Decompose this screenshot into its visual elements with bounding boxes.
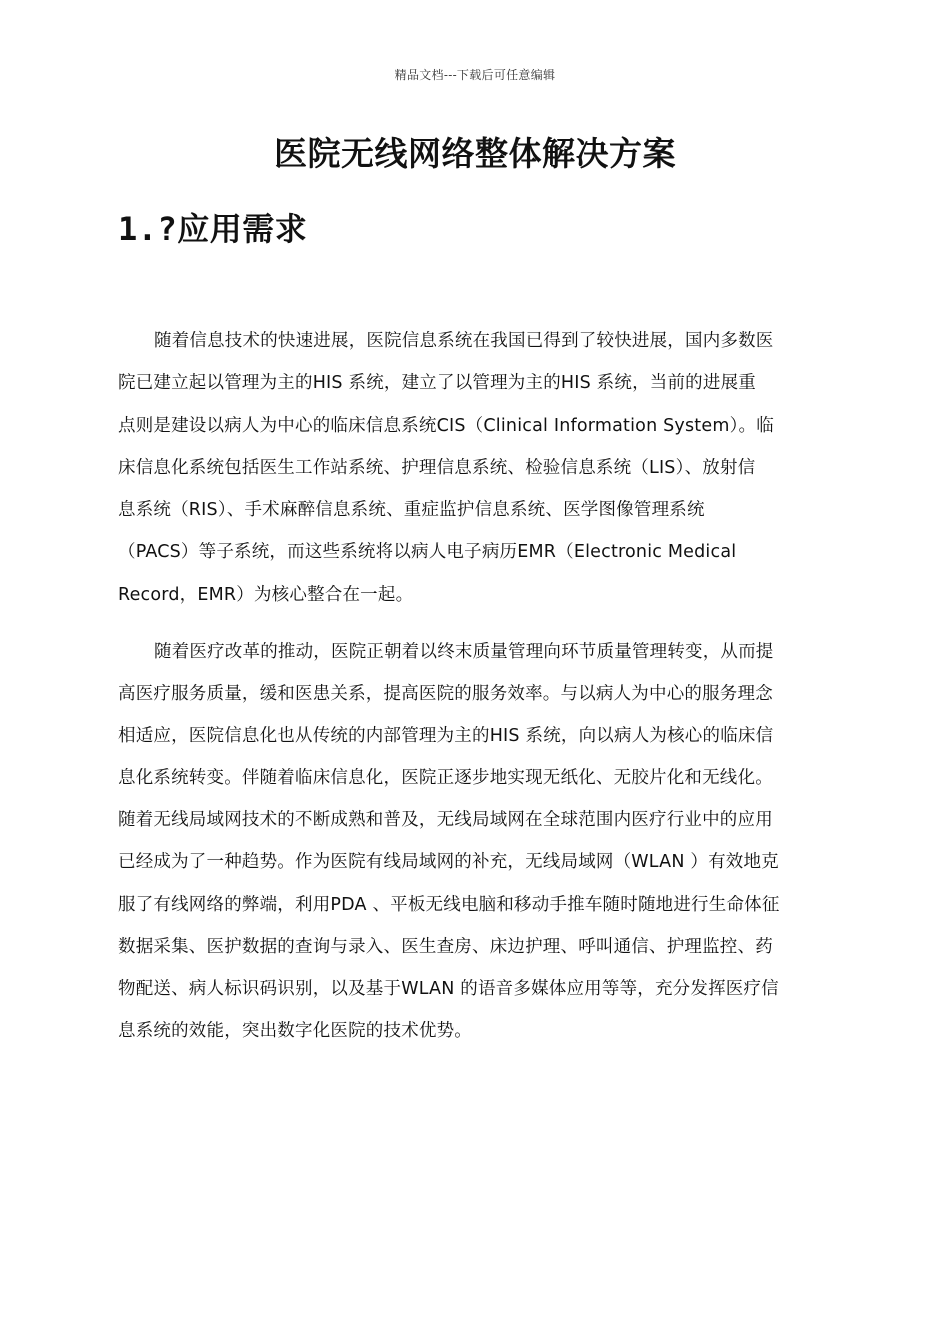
paragraph-line: 息化系统转变。伴随着临床信息化，医院正逐步地实现无纸化、无胶片化和无线化。 bbox=[118, 768, 773, 789]
paragraph-line: 已经成为了一种趋势。作为医院有线局域网的补充，无线局域网（WLAN ）有效地克 bbox=[118, 852, 779, 873]
paragraph-1 bbox=[118, 327, 832, 623]
paragraph-line: 随着无线局域网技术的不断成熟和普及，无线局域网在全球范围内医疗行业中的应用 bbox=[118, 810, 773, 831]
paragraph-line: Record，EMR）为核心整合在一起。 bbox=[118, 584, 414, 605]
paragraph-line: 相适应，医院信息化也从传统的内部管理为主的HIS 系统，向以病人为核心的临床信 bbox=[118, 726, 774, 747]
page-header-watermark: 精品文档---下载后可任意编辑 bbox=[394, 68, 556, 82]
paragraph-line: 高医疗服务质量，缓和医患关系，提高医院的服务效率。与以病人为中心的服务理念 bbox=[118, 684, 773, 705]
paragraph-line: 院已建立起以管理为主的HIS 系统，建立了以管理为主的HIS 系统，当前的进展重 bbox=[118, 373, 756, 394]
paragraph-line: 物配送、病人标识码识别，以及基于WLAN 的语音多媒体应用等等，充分发挥医疗信 bbox=[118, 978, 779, 999]
paragraph-line: 服了有线网络的弊端，利用PDA 、平板无线电脑和移动手推车随时随地进行生命体征 bbox=[118, 894, 780, 915]
paragraph-line: 息系统的效能，突出数字化医院的技术优势。 bbox=[118, 1020, 472, 1041]
paragraph-line: 床信息化系统包括医生工作站系统、护理信息系统、检验信息系统（LIS）、放射信 bbox=[118, 457, 756, 478]
paragraph-line: 随着医疗改革的推动，医院正朝着以终末质量管理向环节质量管理转变，从而提 bbox=[154, 642, 774, 662]
paragraph-line: 数据采集、医护数据的查询与录入、医生查房、床边护理、呼叫通信、护理监控、药 bbox=[118, 936, 773, 957]
document-title: 医院无线网络整体解决方案 bbox=[274, 134, 676, 173]
paragraph-2 bbox=[118, 638, 832, 1059]
section-heading: 1.?应用需求 bbox=[118, 210, 308, 248]
paragraph-line: 息系统（RIS）、手术麻醉信息系统、重症监护信息系统、医学图像管理系统 bbox=[118, 500, 705, 521]
paragraph-line: 点则是建设以病人为中心的临床信息系统CIS（Clinical Information System）。临 bbox=[118, 415, 774, 436]
paragraph-line: （PACS）等子系统，而这些系统将以病人电子病历EMR（Electronic Medical bbox=[118, 542, 737, 563]
paragraph-line: 随着信息技术的快速进展，医院信息系统在我国已得到了较快进展，国内多数医 bbox=[154, 331, 774, 351]
